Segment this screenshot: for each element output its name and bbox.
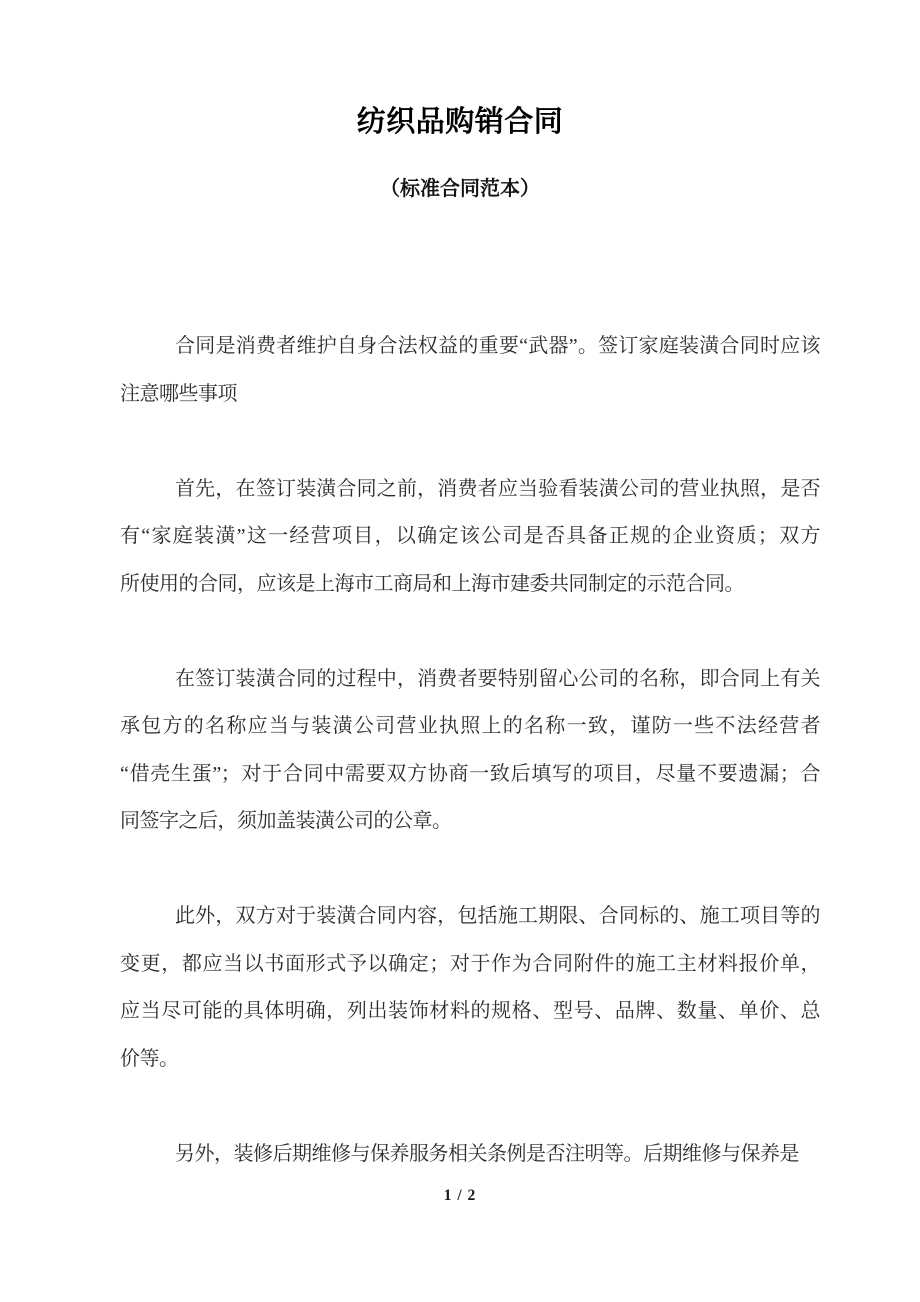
text-line: 有“家庭装潢”这一经营项目，以确定该公司是否具备正规的企业资质；双方: [120, 525, 820, 547]
text-line: 应当尽可能的具体明确，列出装饰材料的规格、型号、品牌、数量、单价、总: [120, 1000, 820, 1022]
paragraph-3: [120, 656, 820, 846]
page-number: 1 / 2: [443, 1187, 477, 1204]
text-line: 此外，双方对于装潢合同内容，包括施工期限、合同标的、施工项目等的: [175, 905, 820, 927]
text-line: “借壳生蛋”；对于合同中需要双方协商一致后填写的项目，尽量不要遗漏；合: [120, 762, 820, 785]
text-line: 另外，装修后期维修与保养服务相关条例是否注明等。后期维修与保养是: [175, 1142, 799, 1165]
text-line: 同签字之后，须加盖装潢公司的公章。: [120, 810, 452, 832]
document-title: 纺织品购销合同: [356, 104, 564, 138]
paragraph-4: [120, 893, 820, 1083]
paragraph-5: [120, 1131, 820, 1179]
text-line: 注意哪些事项: [120, 382, 237, 405]
text-line: 所使用的合同，应该是上海市工商局和上海市建委共同制定的示范合同。: [120, 572, 744, 595]
text-line: 在签订装潢合同的过程中，消费者要特别留心公司的名称，即合同上有关: [175, 667, 820, 690]
text-line: 合同是消费者维护自身合法权益的重要“武器”。签订家庭装潢合同时应该: [175, 335, 820, 357]
paragraph-1: [120, 323, 820, 418]
text-line: 变更，都应当以书面形式予以确定；对于作为合同附件的施工主材料报价单，: [120, 952, 820, 975]
text-line: 价等。: [120, 1047, 179, 1070]
document-body: [120, 323, 820, 1178]
text-line: 承包方的名称应当与装潢公司营业执照上的名称一致，谨防一些不法经营者: [120, 715, 820, 737]
paragraph-2: [120, 466, 820, 609]
document-subtitle: （标准合同范本）: [380, 178, 540, 200]
text-line: 首先，在签订装潢合同之前，消费者应当验看装潢公司的营业执照，是否: [175, 477, 820, 500]
